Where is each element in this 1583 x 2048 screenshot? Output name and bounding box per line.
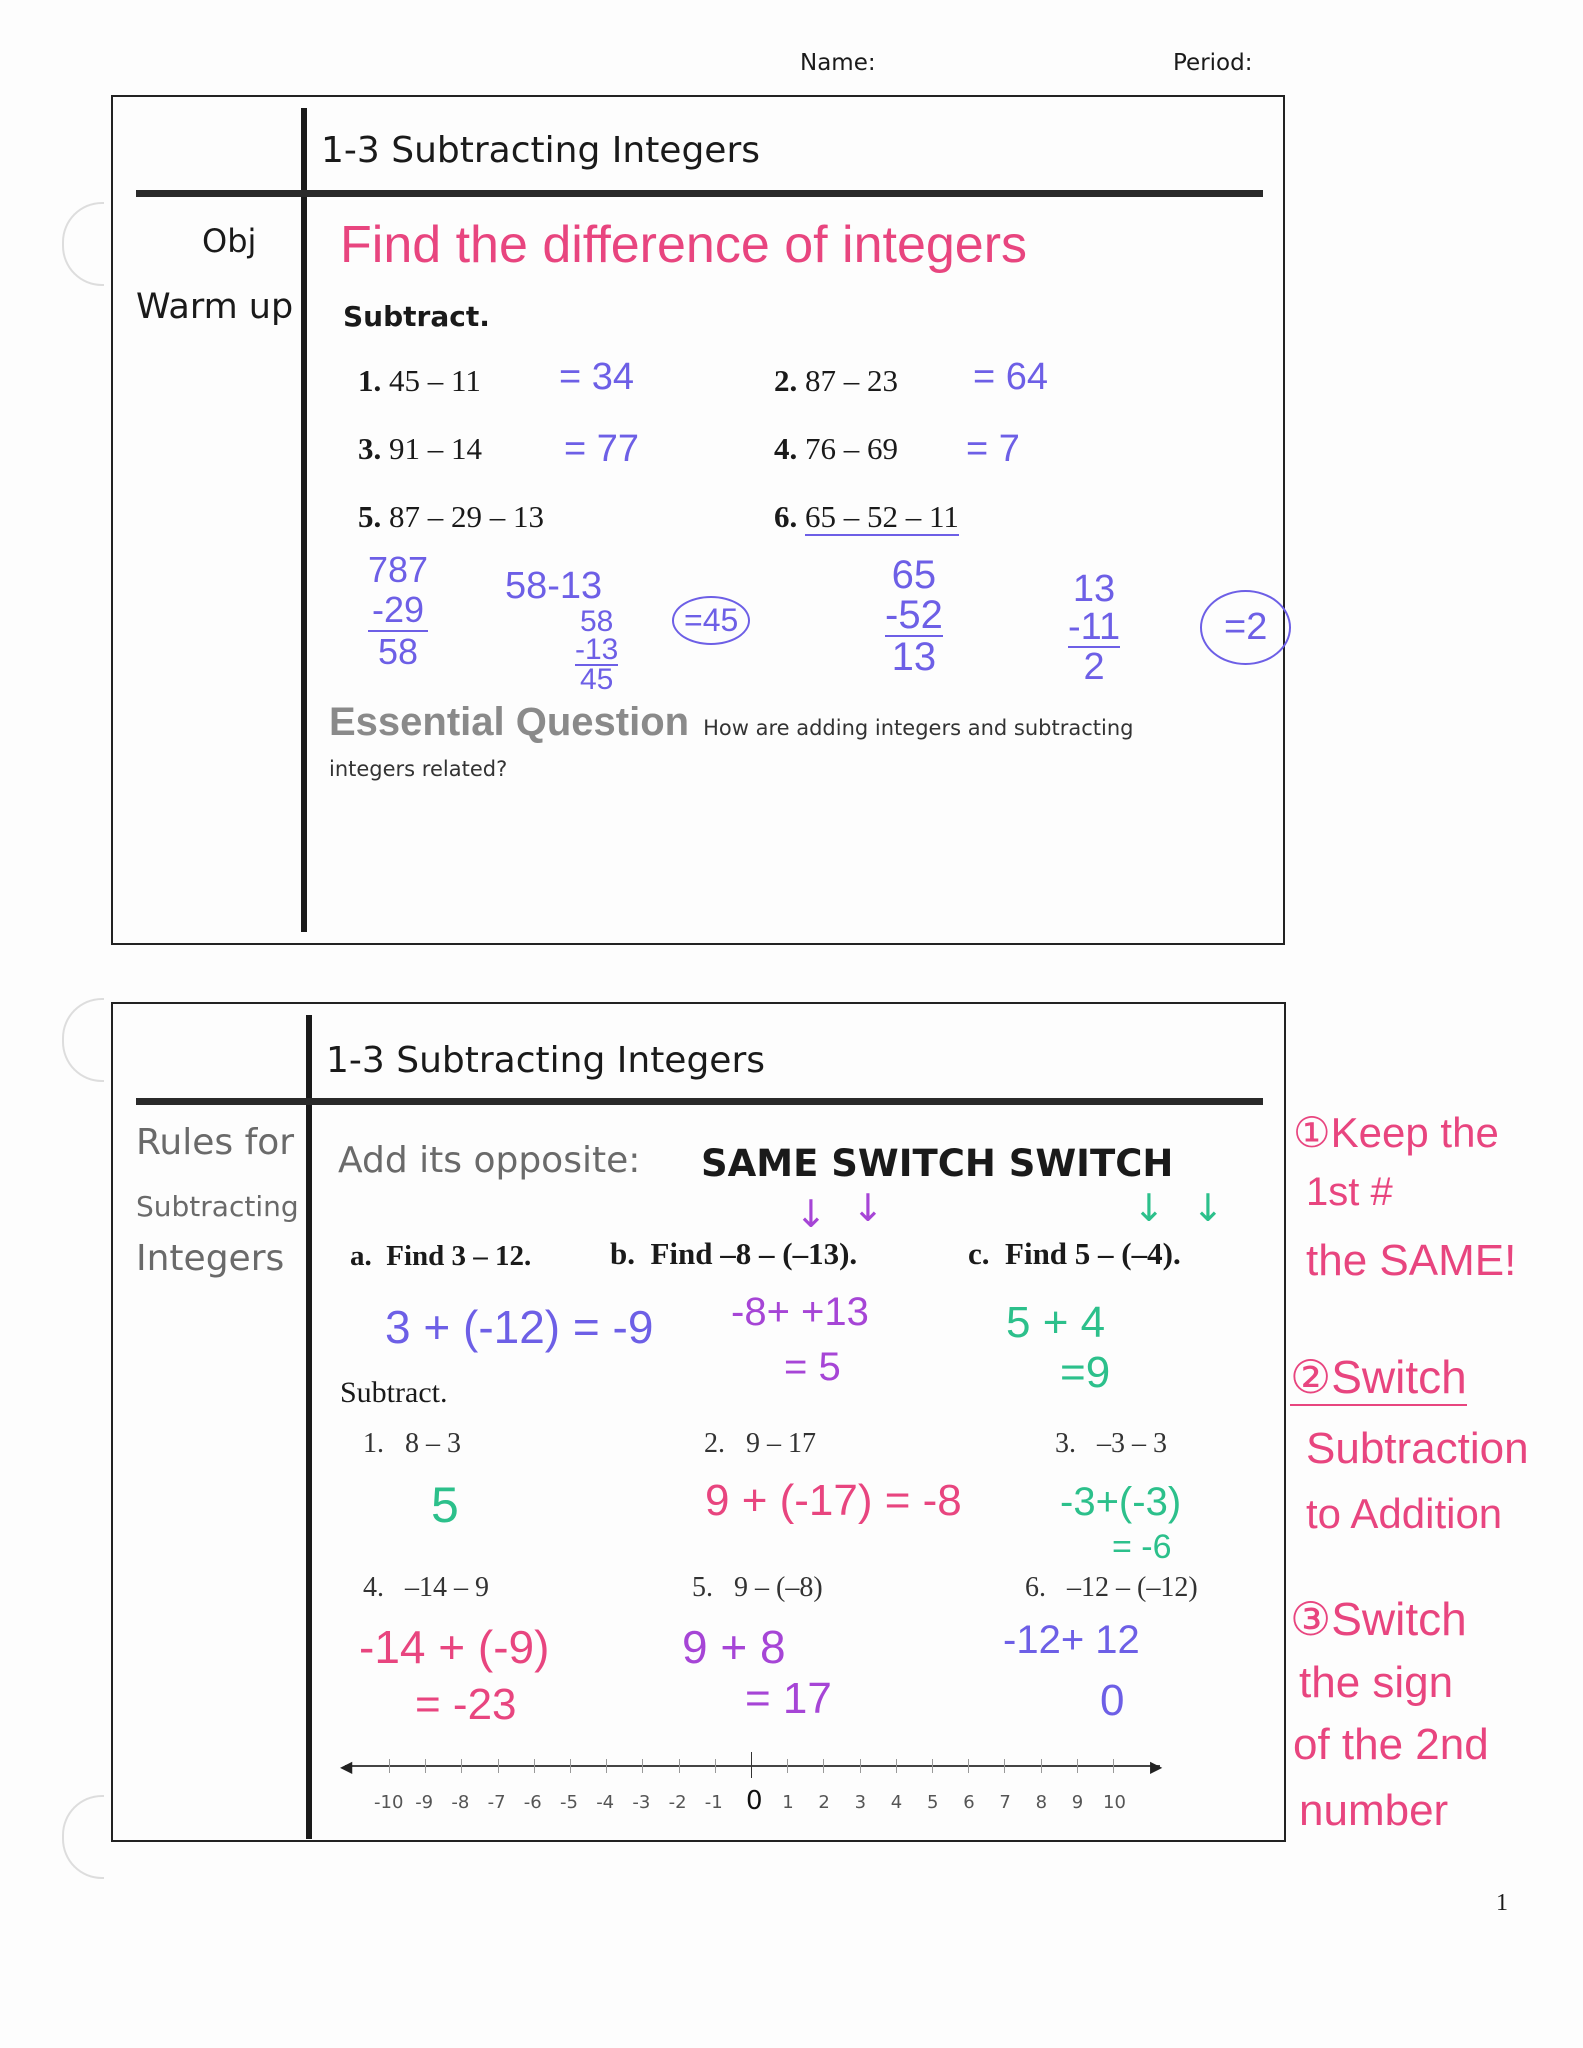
example-b-work: -8+ +13 <box>731 1290 869 1334</box>
note-step3-line: of the 2nd <box>1293 1720 1489 1769</box>
number-line-label: 9 <box>1071 1792 1084 1813</box>
number-line-tick <box>1041 1759 1042 1773</box>
number-line-tick <box>498 1759 499 1773</box>
number-line-tick <box>896 1759 897 1773</box>
example-c-work: 5 + 4 <box>1006 1298 1106 1347</box>
number-line-tick <box>679 1759 680 1773</box>
hole-punch <box>62 998 104 1082</box>
number-line-tick <box>461 1759 462 1773</box>
number-line-tick <box>389 1759 390 1773</box>
problem-expression: 87 – 23 <box>805 363 898 398</box>
problem-number: 1. <box>358 363 382 398</box>
divider-horizontal <box>136 1098 1263 1105</box>
problem-answer: = 64 <box>973 356 1049 398</box>
problem-5-work: 9 + 8 <box>682 1621 786 1673</box>
essential-question-text: How are adding integers and subtracting <box>703 716 1134 740</box>
number-line-label: -2 <box>668 1792 687 1813</box>
arrow-down-icon: ↓ <box>795 1192 827 1236</box>
note-step1-line: 1st # <box>1306 1170 1393 1214</box>
problem-2-work: 9 + (-17) = -8 <box>705 1476 962 1525</box>
arrow-down-icon: ↓ <box>852 1186 884 1230</box>
number-line-label: -7 <box>487 1792 506 1813</box>
name-label: Name: <box>800 50 876 76</box>
problem-1 <box>358 363 481 399</box>
number-line-tick <box>570 1759 571 1773</box>
number-line-tick <box>606 1759 607 1773</box>
side-label: Subtracting <box>136 1190 299 1223</box>
problem-number: 4. <box>774 431 798 466</box>
number-line-label: -9 <box>415 1792 434 1813</box>
problem-number: 6. <box>774 499 798 534</box>
divider-horizontal <box>136 190 1263 197</box>
problem-4 <box>774 431 898 467</box>
arrow-down-icon: ↓ <box>1133 1186 1165 1230</box>
problem-number: 2. <box>774 363 798 398</box>
number-line-tick <box>642 1759 643 1773</box>
card-title: 1-3 Subtracting Integers <box>321 130 761 171</box>
objective-handwritten: Find the difference of integers <box>340 216 1028 274</box>
note-step2-line: to Addition <box>1306 1490 1503 1537</box>
work-column: 58 -13 45 <box>575 605 619 696</box>
divider-vertical <box>301 108 307 932</box>
example-b: b. Find –8 – (–13). <box>610 1236 858 1271</box>
arrow-down-icon: ↓ <box>1192 1186 1224 1230</box>
problem-6 <box>774 499 959 535</box>
number-line-label: -8 <box>451 1792 470 1813</box>
number-line-tick <box>425 1759 426 1773</box>
problem-2 <box>774 363 898 399</box>
number-line-tick <box>751 1752 752 1778</box>
number-line-label: 6 <box>963 1792 975 1813</box>
work-column: 65 -52 13 <box>885 553 943 679</box>
number-line-label: -4 <box>596 1792 615 1813</box>
note-step1-line: the SAME! <box>1306 1236 1517 1285</box>
note-step3-line: ③Switch <box>1290 1593 1467 1645</box>
problem-expression: 76 – 69 <box>805 431 898 466</box>
problem-4-result: = -23 <box>415 1680 517 1729</box>
problem-expression: 87 – 29 – 13 <box>389 499 544 534</box>
number-line-label: -1 <box>704 1792 723 1813</box>
problem-answer: = 34 <box>559 356 635 398</box>
problem-expression: 45 – 11 <box>389 363 481 398</box>
hole-punch <box>62 1795 104 1879</box>
example-a: a. Find 3 – 12. <box>350 1240 532 1272</box>
problem-answer: = 7 <box>966 428 1020 470</box>
number-line-tick <box>823 1759 824 1773</box>
note-step2-line: Subtraction <box>1306 1424 1529 1473</box>
note-step2-line: ②Switch <box>1290 1350 1467 1406</box>
number-line-tick <box>1113 1759 1114 1773</box>
number-line-tick <box>787 1759 788 1773</box>
note-step1-line: ①Keep the <box>1293 1109 1499 1156</box>
number-line-label: 5 <box>927 1792 939 1813</box>
number-line-axis <box>345 1765 1160 1767</box>
obj-label: Obj <box>202 222 257 260</box>
problem-3: 3. –3 – 3 <box>1055 1428 1167 1459</box>
problem-2: 2. 9 – 17 <box>704 1428 816 1459</box>
number-line-label: 7 <box>999 1792 1011 1813</box>
warmup-label: Warm up <box>136 287 294 327</box>
side-label: Integers <box>136 1238 285 1279</box>
problem-6: 6. –12 – (–12) <box>1025 1572 1198 1603</box>
number-line-label: 0 <box>746 1786 763 1816</box>
period-label: Period: <box>1173 50 1253 76</box>
page-number: 1 <box>1496 1890 1508 1916</box>
number-line-label: 10 <box>1103 1792 1126 1813</box>
problem-6-result: 0 <box>1100 1676 1125 1725</box>
note-step3-line: number <box>1299 1786 1449 1835</box>
problem-4: 4. –14 – 9 <box>363 1572 489 1603</box>
card-title: 1-3 Subtracting Integers <box>326 1040 766 1081</box>
circled-answer: =2 <box>1200 590 1291 665</box>
note-step3-line: the sign <box>1299 1658 1454 1707</box>
work-step: 58-13 <box>505 565 603 607</box>
example-c-result: =9 <box>1060 1348 1111 1397</box>
hole-punch <box>62 202 104 286</box>
problem-number: 5. <box>358 499 382 534</box>
number-line-tick <box>860 1759 861 1773</box>
example-a-work: 3 + (-12) = -9 <box>385 1301 654 1353</box>
problem-5: 5. 9 – (–8) <box>692 1572 823 1603</box>
problem-1: 1. 8 – 3 <box>363 1428 461 1459</box>
problem-answer: = 77 <box>564 428 640 470</box>
problem-3-work: -3+(-3) <box>1060 1480 1182 1524</box>
number-line-label: -10 <box>374 1792 404 1813</box>
problem-4-work: -14 + (-9) <box>359 1621 550 1673</box>
example-c: c. Find 5 – (–4). <box>968 1236 1181 1271</box>
number-line-tick <box>968 1759 969 1773</box>
work-column: 787 -29 58 <box>368 549 429 672</box>
problem-3-result: = -6 <box>1112 1528 1172 1566</box>
problem-3 <box>358 431 482 467</box>
number-line-label: 8 <box>1035 1792 1048 1813</box>
problem-expression: 91 – 14 <box>389 431 482 466</box>
essential-question-row <box>329 700 1133 745</box>
number-line-tick <box>932 1759 933 1773</box>
problem-expression: 65 – 52 – 11 <box>805 499 959 534</box>
number-line-label: 3 <box>854 1792 867 1813</box>
mnemonic: SAME SWITCH SWITCH <box>701 1142 1174 1185</box>
essential-question-text-cont: integers related? <box>329 757 508 781</box>
subtract-instruction: Subtract. <box>340 1376 448 1409</box>
essential-question-label: Essential Question <box>329 700 690 744</box>
number-line-tick <box>1004 1759 1005 1773</box>
number-line-label: -3 <box>632 1792 651 1813</box>
subtract-instruction: Subtract. <box>343 300 490 333</box>
example-b-result: = 5 <box>784 1345 841 1389</box>
divider-vertical <box>306 1015 312 1839</box>
number-line-label: -6 <box>523 1792 542 1813</box>
number-line-tick <box>1077 1759 1078 1773</box>
number-line-tick <box>715 1759 716 1773</box>
arrow-left-icon: ◀ <box>340 1757 353 1776</box>
number-line-label: -5 <box>560 1792 578 1813</box>
problem-5-result: = 17 <box>745 1674 832 1723</box>
problem-number: 3. <box>358 431 382 466</box>
number-line-label: 4 <box>890 1792 903 1813</box>
number-line-label: 1 <box>782 1792 794 1813</box>
number-line-tick <box>534 1759 535 1773</box>
work-column: 13 -11 2 <box>1068 568 1121 688</box>
arrow-right-icon: ▶ <box>1150 1757 1163 1776</box>
problem-6-work: -12+ 12 <box>1003 1618 1140 1662</box>
problem-5 <box>358 499 544 535</box>
circled-answer: =45 <box>672 596 750 645</box>
side-label: Rules for <box>136 1122 295 1163</box>
problem-1-work: 5 <box>431 1477 459 1533</box>
number-line-label: 2 <box>818 1792 830 1813</box>
add-opposite-text: Add its opposite: <box>338 1140 641 1181</box>
